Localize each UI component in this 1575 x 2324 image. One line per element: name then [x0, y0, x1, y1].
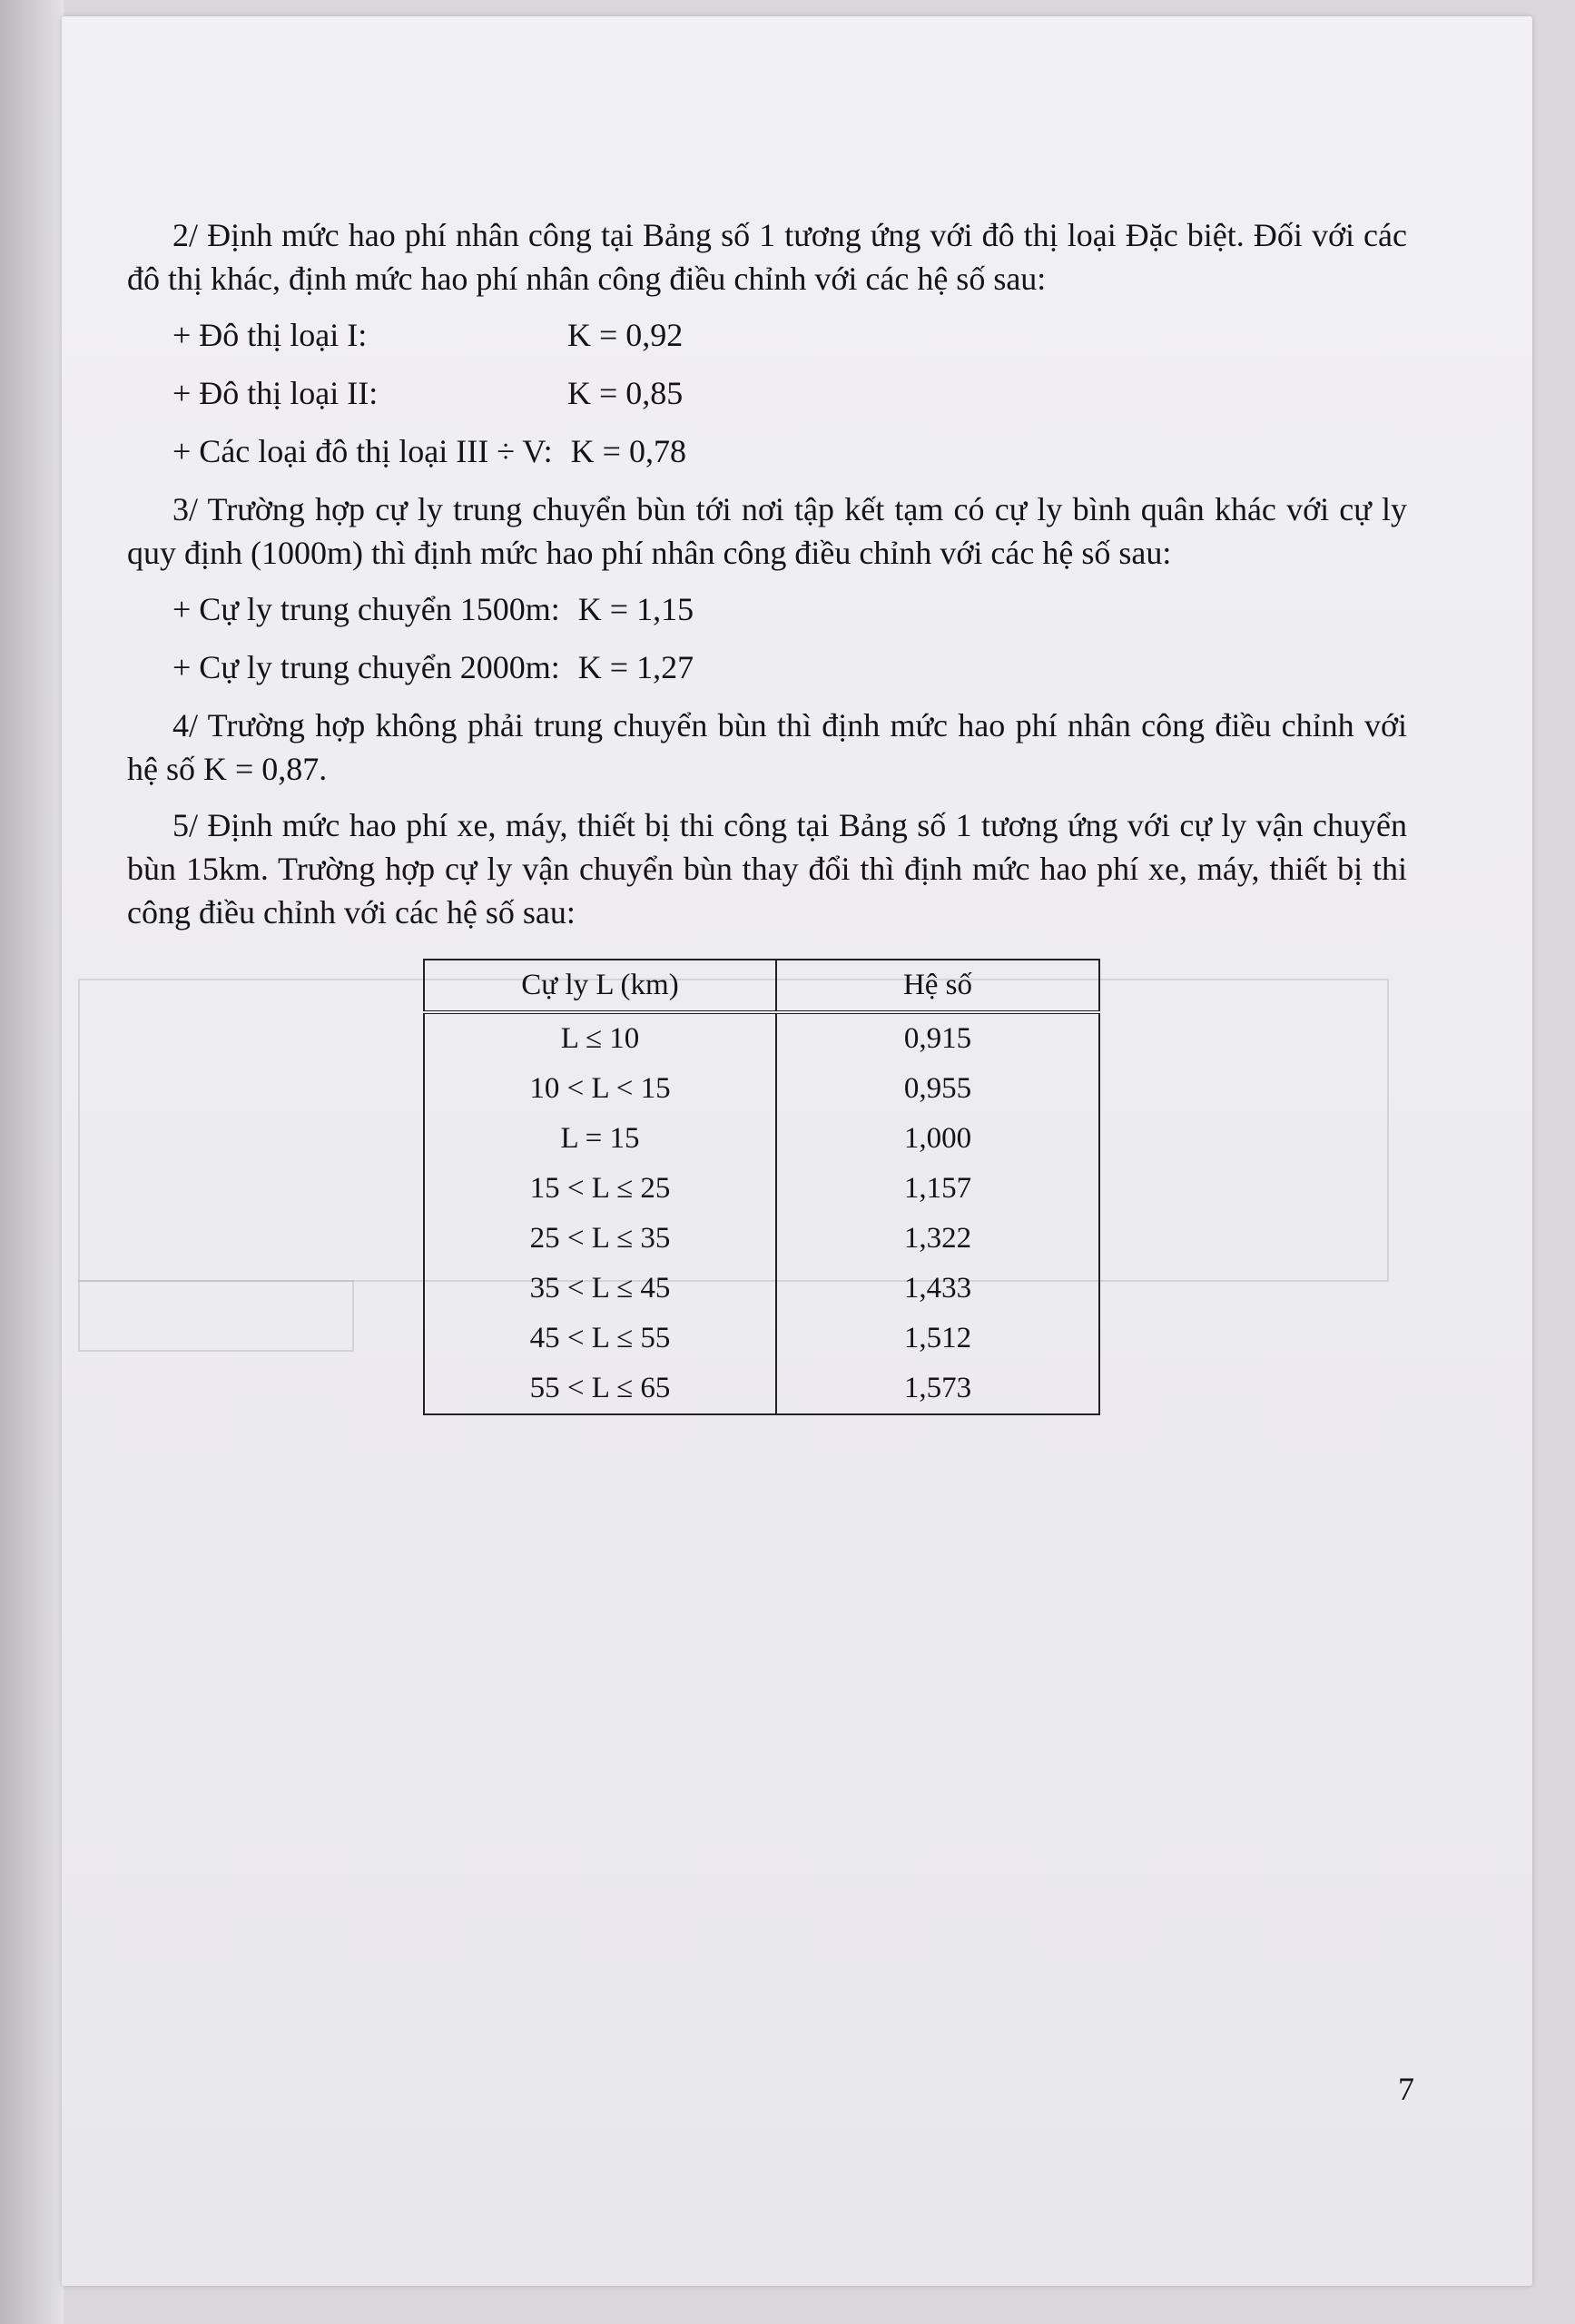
distance-cell: 35 < L ≤ 45 [424, 1264, 776, 1314]
paragraph-5: 5/ Định mức hao phí xe, máy, thiết bị thi công tại Bảng số 1 tương ứng với cự ly vận chuyển bùn 15km. Trường hợp cự ly vận chuyển bùn thay đổi thì định mức hao phí xe, máy, thiết bị thi công điều chỉnh với các hệ số sau: [127, 807, 1407, 931]
page-number: 7 [1398, 2071, 1414, 2107]
distance-cell: 10 < L < 15 [424, 1064, 776, 1114]
distance-cell: L ≤ 10 [424, 1012, 776, 1064]
document-body [127, 213, 1407, 934]
distance-cell: 55 < L ≤ 65 [424, 1364, 776, 1414]
urban-factor-row [172, 429, 1407, 473]
table-row [424, 1064, 1099, 1114]
urban-factor-row [172, 371, 1407, 415]
book-spine-edge [0, 0, 64, 2324]
distance-factor-value: K = 1,27 [577, 649, 694, 685]
urban-factor-value: K = 0,78 [570, 433, 686, 469]
coefficient-table-container [423, 959, 1100, 1415]
paragraph-4: 4/ Trường hợp không phải trung chuyển bùn thì định mức hao phí nhân công điều chỉnh với hệ số K = 0,87. [127, 707, 1407, 787]
distance-factor-value: K = 1,15 [577, 591, 694, 627]
table-row [424, 1314, 1099, 1364]
coefficient-cell: 1,322 [776, 1214, 1099, 1264]
table-row [424, 1012, 1099, 1064]
distance-factor-row [172, 587, 1407, 631]
coefficient-cell: 0,915 [776, 1012, 1099, 1064]
urban-factor-value: K = 0,85 [567, 375, 684, 411]
distance-cell: 45 < L ≤ 55 [424, 1314, 776, 1364]
table-row [424, 1264, 1099, 1314]
urban-factor-value: K = 0,92 [567, 317, 684, 353]
paragraph-2: 2/ Định mức hao phí nhân công tại Bảng số 1 tương ứng với đô thị loại Đặc biệt. Đối với các đô thị khác, định mức hao phí nhân công điều chỉnh với các hệ số sau: [127, 217, 1407, 297]
paragraph-3: 3/ Trường hợp cự ly trung chuyển bùn tới nơi tập kết tạm có cự ly bình quân khác với cự ly quy định (1000m) thì định mức hao phí nhân công điều chỉnh với các hệ số sau: [127, 491, 1407, 571]
distance-factor-row [172, 645, 1407, 689]
distance-cell: 25 < L ≤ 35 [424, 1214, 776, 1264]
coefficient-cell: 1,573 [776, 1364, 1099, 1414]
urban-factor-label: + Các loại đô thị loại III ÷ V: [172, 433, 553, 469]
table-row [424, 1364, 1099, 1414]
distance-factor-label: + Cự ly trung chuyển 1500m: [172, 591, 560, 627]
distance-factor-label: + Cự ly trung chuyển 2000m: [172, 649, 560, 685]
coefficient-cell: 1,512 [776, 1314, 1099, 1364]
coefficient-cell: 1,000 [776, 1114, 1099, 1164]
column-header-distance: Cự ly L (km) [424, 960, 776, 1012]
urban-factor-label: + Đô thị loại II: [172, 375, 379, 411]
table-row [424, 1164, 1099, 1214]
show-through-cell [78, 1280, 354, 1352]
table-row [424, 1214, 1099, 1264]
coefficient-cell: 1,433 [776, 1264, 1099, 1314]
table-header-row [424, 960, 1099, 1012]
distance-cell: 15 < L ≤ 25 [424, 1164, 776, 1214]
coefficient-cell: 1,157 [776, 1164, 1099, 1214]
table-row [424, 1114, 1099, 1164]
urban-factor-row [172, 313, 1407, 357]
urban-factor-label: + Đô thị loại I: [172, 317, 368, 353]
coefficient-cell: 0,955 [776, 1064, 1099, 1114]
distance-cell: L = 15 [424, 1114, 776, 1164]
column-header-coefficient: Hệ số [776, 960, 1099, 1012]
coefficient-table [423, 959, 1100, 1415]
